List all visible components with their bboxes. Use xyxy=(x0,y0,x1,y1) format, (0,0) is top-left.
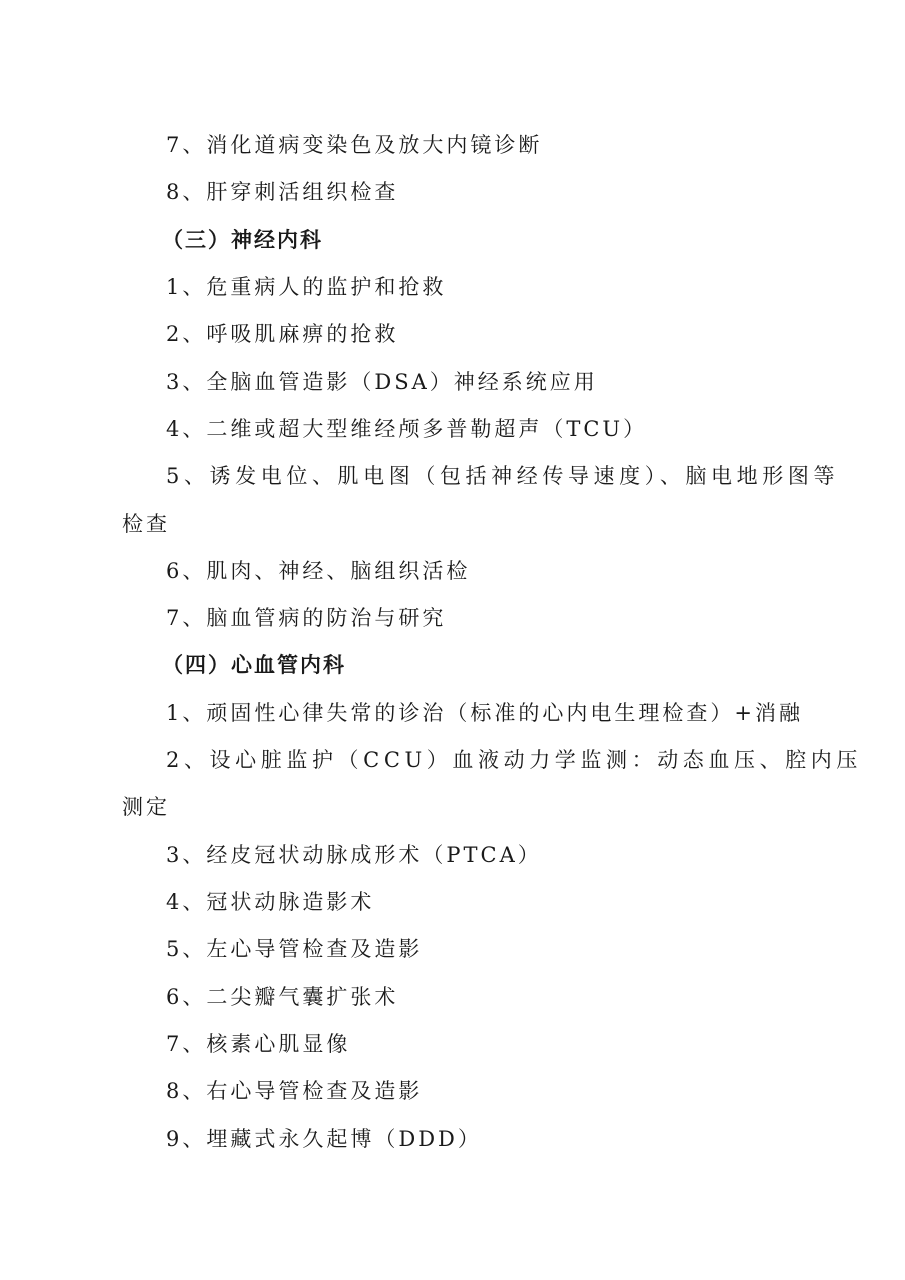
list-item: 6、肌肉、神经、脑组织活检 xyxy=(166,559,471,583)
list-item: 7、脑血管病的防治与研究 xyxy=(166,606,447,630)
list-item: 3、全脑血管造影（DSA）神经系统应用 xyxy=(166,370,598,394)
list-item: 6、二尖瓣气囊扩张术 xyxy=(166,985,399,1009)
list-item: 5、诱发电位、肌电图（包括神经传导速度）、脑电地形图等 xyxy=(166,464,840,488)
section-heading: （四）心血管内科 xyxy=(162,653,346,677)
list-item: 4、冠状动脉造影术 xyxy=(166,890,375,914)
list-item: 1、危重病人的监护和抢救 xyxy=(166,275,447,299)
list-item: 9、埋藏式永久起博（DDD） xyxy=(166,1127,482,1151)
list-item: 4、二维或超大型维经颅多普勒超声（TCU） xyxy=(166,417,648,441)
list-item: 8、肝穿刺活组织检查 xyxy=(166,180,399,204)
list-item: 7、消化道病变染色及放大内镜诊断 xyxy=(166,133,543,157)
list-item-continuation: 检查 xyxy=(122,512,170,536)
list-item-continuation: 测定 xyxy=(122,795,170,819)
list-item: 3、经皮冠状动脉成形术（PTCA） xyxy=(166,843,542,867)
list-item: 8、右心导管检查及造影 xyxy=(166,1079,423,1103)
list-item: 2、设心脏监护（CCU）血液动力学监测：动态血压、腔内压 xyxy=(166,748,862,772)
section-heading: （三）神经内科 xyxy=(162,228,323,252)
list-item: 7、核素心肌显像 xyxy=(166,1032,351,1056)
list-item: 5、左心导管检查及造影 xyxy=(166,937,423,961)
list-item: 2、呼吸肌麻痹的抢救 xyxy=(166,322,399,346)
list-item: 1、顽固性心律失常的诊治（标准的心内电生理检查）+消融 xyxy=(166,701,803,725)
